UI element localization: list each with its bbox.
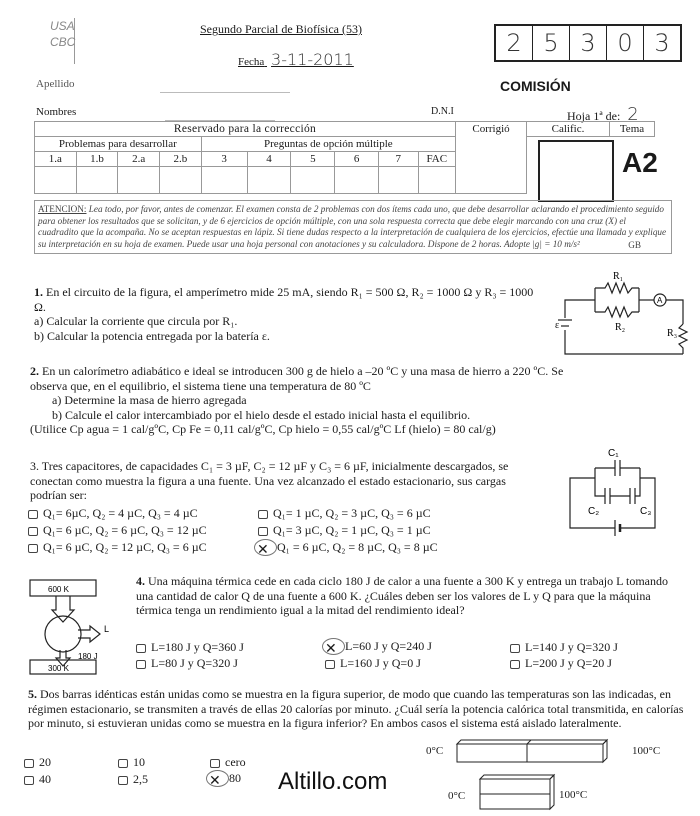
c3-label: C₃ [640,506,652,517]
q3-option-4[interactable] [258,523,431,538]
checkbox[interactable] [510,644,520,653]
hoja-value[interactable]: 2 [627,104,639,125]
top-bar-cold-temp: 0°C [426,745,444,757]
col-6: 6 [335,152,379,167]
score-cell [35,167,77,194]
col-1b: 1.b [76,152,118,167]
question-2 [30,364,570,437]
hoja-label: Hoja 1ª de: [567,109,621,123]
question-1-part-b: b) Calcular la potencia entregada por la batería ε. [34,328,270,343]
checked-checkbox-x-icon[interactable]: ✕ [257,541,269,558]
col-4: 4 [247,152,291,167]
option-label: 2,5 [133,772,148,786]
date-value[interactable]: 3-11-2011 [271,50,354,69]
comision-digit[interactable]: 0 [607,26,644,60]
checkbox[interactable] [28,527,38,536]
instructions-label: ATENCION: [38,204,87,214]
checkbox[interactable] [118,759,128,768]
q5-option-6-selected[interactable] [206,770,241,787]
date-label: Fecha [238,56,265,68]
c2-label: C₂ [588,506,600,517]
instructions-box [34,200,672,254]
checkbox[interactable] [24,759,34,768]
institution-line2: CBC [50,35,76,49]
score-cell [76,167,118,194]
q4-option-3[interactable] [510,640,618,655]
option-label: 20 [39,755,51,769]
question-2-text: En un calorímetro adiabático e ideal se introducen 300 g de hielo a –20 ºC y una masa de hierro a 220 ºC. Se observa que, en el equilibrio, el sistema tiene una temperatura de 80 ºC [30,364,564,393]
comision-digit[interactable]: 3 [570,26,607,60]
q3-option-3[interactable] [28,523,207,538]
checkbox[interactable] [325,660,335,669]
score-cell [335,167,379,194]
option-label: Q₁ = 6 µC, Q₂ = 8 µC, Q₃ = 8 µC [277,540,438,554]
problems-group-label: Problemas para desarrollar [35,137,202,152]
correction-title: Reservado para la corrección [35,122,456,137]
checkbox[interactable] [258,510,268,519]
tema-label: Tema [610,122,655,137]
q5-option-1[interactable] [24,755,51,770]
col-7: 7 [379,152,419,167]
score-cell [379,167,419,194]
col-fac: FAC [418,152,455,167]
q5-option-4[interactable] [24,772,51,787]
nombres-label: Nombres [36,106,77,118]
r1-label: R₁ [613,271,624,282]
top-bar-hot-temp: 100°C [632,745,661,757]
question-4-text: Una máquina térmica cede en cada ciclo 180 J de calor a una fuente a 300 K y entrega un trabajo L tomando una cantidad de calor Q de una fuente a 600 K. ¿Cuáles deben ser los valores de L y Q para que la máquina térmica tenga un rendimiento igual a la mitad del rendimiento ideal? [136,574,669,617]
option-label: L=60 J y Q=240 J [345,639,432,653]
checkbox[interactable] [136,644,146,653]
question-1 [34,285,544,343]
score-cell [201,167,247,194]
score-cell [160,167,202,194]
question-1-number: 1. [34,285,43,299]
question-5-text: Dos barras idénticas están unidas como se muestra en la figura superior, de modo que cuando las temperaturas son las indicadas, en régimen estacionario, se transmiten a través de ellas 20 calorías por minuto. ¿Cuál sería la potencia calórica total transmitida, en calorías por minuto, si estuvieran unidas como se muestra en la figura inferior? En ambos casos el sistema está aislado lateralmente. [28,687,684,730]
checkbox[interactable] [136,660,146,669]
apellido-field[interactable] [160,92,290,93]
col-3: 3 [201,152,247,167]
work-label: L [104,624,110,634]
question-4-number: 4. [136,574,145,588]
corrigio-label: Corrigió [456,122,527,137]
checkbox[interactable] [24,776,34,785]
hot-reservoir-label: 600 K [48,585,69,594]
score-cell [418,167,455,194]
apellido-label: Apellido [36,78,75,90]
checkbox[interactable] [258,527,268,536]
grade-box [538,140,614,202]
checkbox[interactable] [510,660,520,669]
bars-series-diagram [455,738,615,766]
question-5 [28,687,688,731]
q3-option-2[interactable] [258,506,431,521]
score-cell [291,167,335,194]
option-label: 10 [133,755,145,769]
comision-number-boxes [494,24,682,62]
option-label: L=160 J y Q=0 J [340,656,421,670]
tema-value: A2 [622,147,658,178]
q4-option-4[interactable] [136,656,238,671]
option-label: Q₁= 3 µC, Q₂ = 1 µC, Q₃ = 1 µC [273,523,431,537]
q5-option-5[interactable] [118,772,148,787]
comision-digit[interactable]: 2 [496,26,533,60]
heat-out-label: 180 J [78,652,98,661]
option-label: L=140 J y Q=320 J [525,640,618,654]
bottom-bar-hot-temp: 100°C [559,789,588,801]
capacitor-circuit-diagram [560,448,680,548]
institution-logo [40,18,75,64]
cold-reservoir-label: 300 K [48,664,69,673]
option-label: Q₁= 6µC, Q₂ = 4 µC, Q₃ = 4 µC [43,506,198,520]
checkbox[interactable] [118,776,128,785]
checked-checkbox-x-icon[interactable]: ✕ [325,640,337,657]
ammeter-label: A [657,296,663,305]
instructions-text: Lea todo, por favor, antes de comenzar. El examen consta de 2 problemas con dos ítems cada uno, que debe desarrollar aclarando el procedimiento seguido para obtener los resultados que se solicitan, y de 6 ejercicios de opción múltiple, con una sola respuesta correcta que debe elegir marcando con una cruz (X) el cuadradito que la acompaña. No se aceptan respuestas en lápiz. Si tiene dudas respecto a la interpretación de cualquiera de los ejercicios, efectúe una llamada y explique su interpretación en su hoja de examen. Puede usar una hoja personal con anotaciones y su calculadora. Dispone de 2 horas. Adopte |g| = 10 m/s² [38,204,667,249]
exam-title: Segundo Parcial de Biofísica (53) [200,22,362,36]
q3-option-5[interactable] [28,540,207,555]
checkbox[interactable] [28,510,38,519]
option-label: L=180 J y Q=360 J [151,640,244,654]
signature: GB [628,239,641,250]
checked-checkbox-x-icon[interactable]: ✕ [209,772,221,789]
r2-label: R₂ [615,322,626,333]
q5-option-3[interactable] [210,755,246,770]
heat-engine-diagram [28,578,118,676]
q5-option-2[interactable] [118,755,145,770]
question-1-statement [34,285,544,314]
date-field [238,50,354,69]
bars-parallel-diagram [478,773,558,813]
q4-option-1[interactable] [136,640,244,655]
checkbox[interactable] [28,544,38,553]
r3-label: R₃ [667,328,678,339]
option-label: 40 [39,772,51,786]
comision-label: COMISIÓN [500,78,571,94]
col-1a: 1.a [35,152,77,167]
resistor-circuit-diagram [555,268,695,358]
question-1-part-a: a) Calcular la corriente que circula por R₁. [34,314,238,328]
question-3-statement: 3. Tres capacitores, de capacidades C₁ = 3 µF, C₂ = 12 µF y C₃ = 6 µF, inicialmente descargados, se conectan como muestra la figura a una fuente. Una vez alcanzado el estado estacionario, sus cargas podrían ser: [30,459,509,502]
col-2b: 2.b [160,152,202,167]
option-label: Q₁= 1 µC, Q₂ = 3 µC, Q₃ = 6 µC [273,506,431,520]
option-label: L=200 J y Q=20 J [525,656,612,670]
question-1-text: En el circuito de la figura, el amperímetro mide 25 mA, siendo R₁ = 500 Ω, R₂ = 1000 Ω y R₃ = 1000 Ω. [34,285,534,314]
bottom-bar-cold-temp: 0°C [448,790,466,802]
option-label: Q₁= 6 µC, Q₂ = 6 µC, Q₃ = 12 µC [43,523,207,537]
question-2-part-b: b) Calcule el calor intercambiado por el hielo desde el estado inicial hasta el equilibrio. [52,407,471,422]
option-label: cero [225,755,246,769]
emf-label: ε [555,320,560,331]
q4-option-5[interactable] [325,656,421,671]
question-4 [136,574,681,618]
c1-label: C₁ [608,448,619,459]
watermark: Altillo.com [278,768,388,795]
multiple-choice-group-label: Preguntas de opción múltiple [201,137,455,152]
comision-digit[interactable]: 3 [654,29,670,57]
checkbox[interactable] [210,759,220,768]
q4-option-2-selected[interactable] [322,638,432,655]
comision-digit[interactable]: 5 [533,26,570,60]
question-2-statement [30,364,570,393]
corrigio-cell [456,137,527,194]
option-label: 80 [229,771,241,785]
q3-option-6-selected[interactable] [254,539,438,556]
col-5: 5 [291,152,335,167]
dni-label: D.N.I [431,106,454,117]
score-cell [247,167,291,194]
question-2-constants: (Utilice Cp agua = 1 cal/gºC, Cp Fe = 0,11 cal/gºC, Cp hielo = 0,55 cal/gºC Lf (hielo) = 80 cal/g) [30,422,496,436]
option-label: L=80 J y Q=320 J [151,656,238,670]
calific-label: Calific. [527,122,610,137]
question-2-number: 2. [30,364,39,378]
col-2a: 2.a [118,152,160,167]
question-5-number: 5. [28,687,37,701]
question-2-part-a: a) Determine la masa de hierro agregada [52,393,247,407]
q3-option-1[interactable] [28,506,198,521]
score-cell [118,167,160,194]
q4-option-6[interactable] [510,656,612,671]
institution-line1: USA [50,19,75,33]
option-label: Q₁= 6 µC, Q₂ = 12 µC, Q₃ = 6 µC [43,540,207,554]
